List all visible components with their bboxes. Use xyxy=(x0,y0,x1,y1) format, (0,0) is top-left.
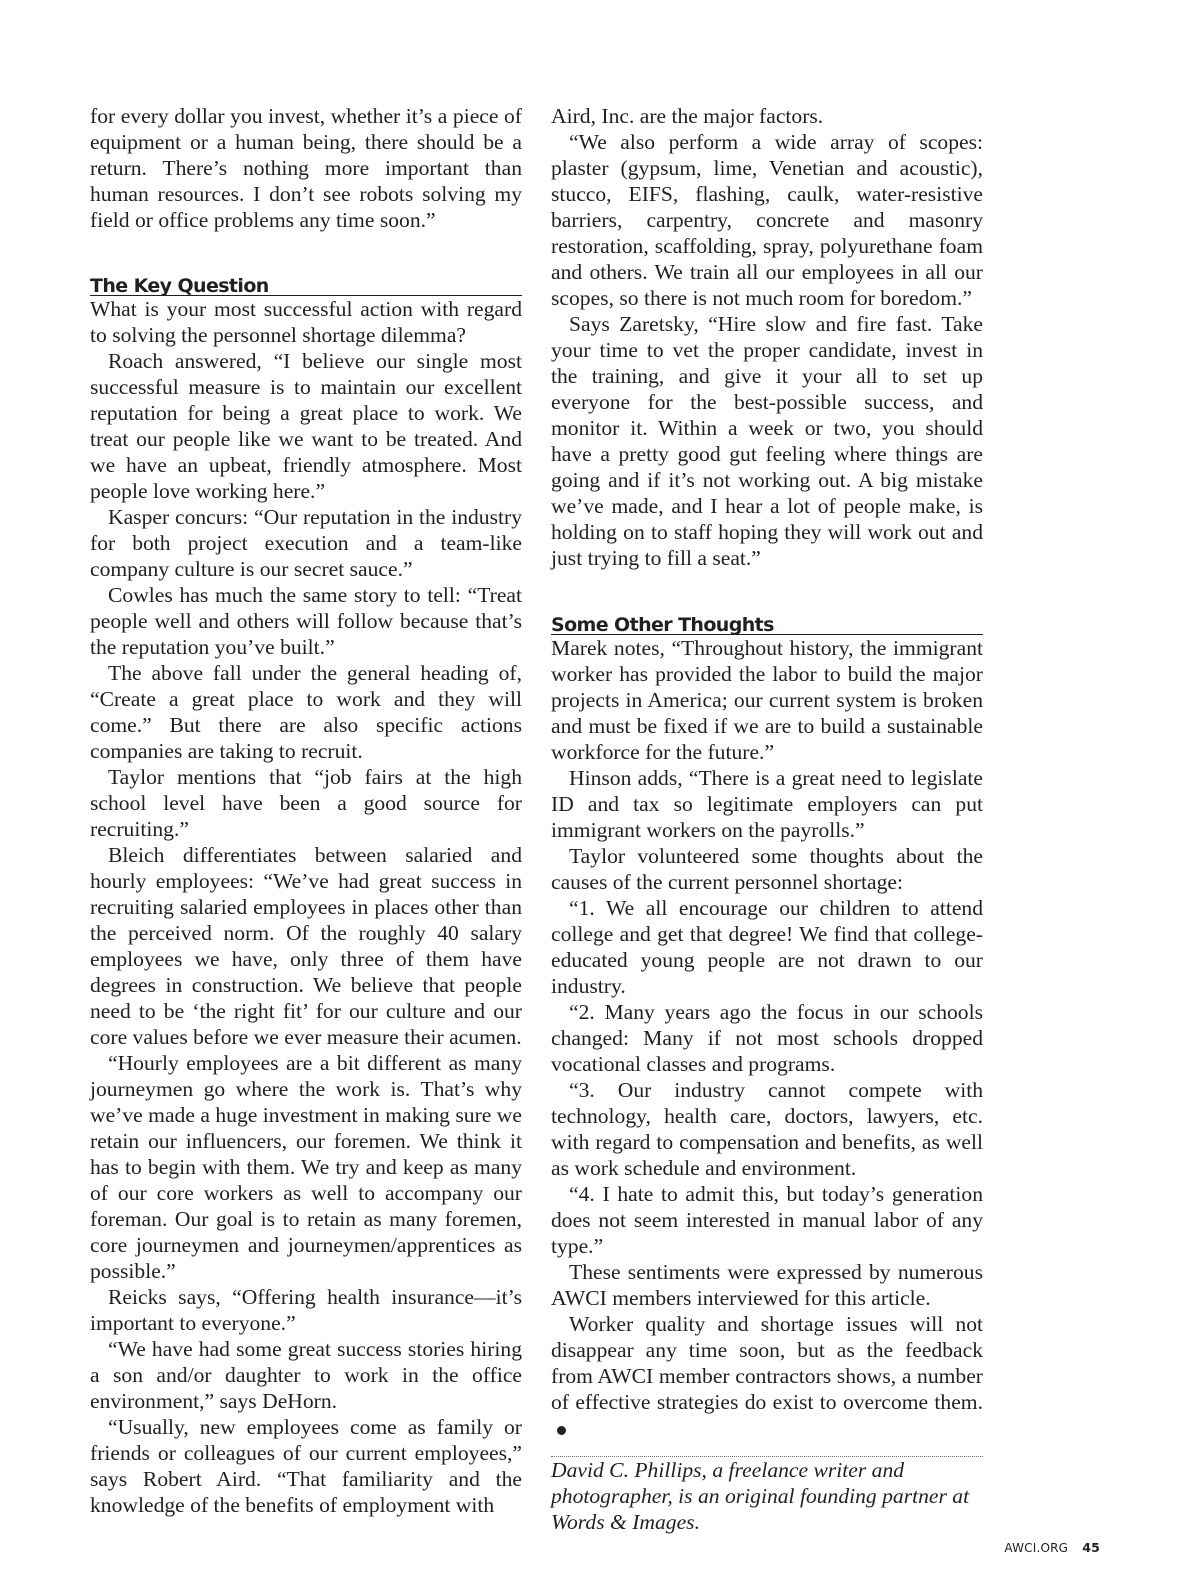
page-footer xyxy=(1004,1540,1100,1555)
body-paragraph: Aird, Inc. are the major factors. xyxy=(551,104,824,128)
section-heading-other-thoughts xyxy=(551,609,983,635)
body-paragraph: “Usually, new employees come as family or friends or colleagues of our current employees,” says Robert Aird. “That familiarity and the knowledge of the benefits of employment with xyxy=(90,1415,522,1517)
end-mark-icon xyxy=(557,1426,566,1435)
section-heading-key-question xyxy=(90,270,522,296)
body-paragraph: Marek notes, “Throughout history, the immigrant worker has provided the labor to build the major projects in America; our current system is broken and must be fixed if we are to build a sustainable workforce for the future.” xyxy=(551,636,983,764)
left-intro-paragraph: for every dollar you invest, whether it’s a piece of equipment or a human being, there should be a return. There’s nothing more important than human resources. I don’t see robots solving my field or office problems any time soon.” xyxy=(90,104,522,232)
body-paragraph: Reicks says, “Offering health insurance—it’s important to everyone.” xyxy=(90,1285,522,1335)
body-paragraph: Cowles has much the same story to tell: “Treat people well and others will follow because that’s the reputation you’ve built.” xyxy=(90,583,522,659)
body-paragraph: “We also perform a wide array of scopes: plaster (gypsum, lime, Venetian and acoustic), stucco, EIFS, flashing, caulk, water-resistive barriers, carpentry, concrete and masonry restoration, scaffolding, spray, polyurethane foam and others. We train all our employees in all our scopes, so there is not much room for boredom.” xyxy=(551,130,983,310)
closing-paragraph xyxy=(551,1311,983,1441)
body-paragraph: The above fall under the general heading of, “Create a great place to work and they will come.” But there are also specific actions companies are taking to recruit. xyxy=(90,661,522,763)
page-number: 45 xyxy=(1082,1540,1100,1555)
body-paragraph: Bleich differentiates between salaried and hourly employees: “We’ve had great success in recruiting salaried employees in places other than the perceived norm. Of the roughly 40 salary employees we have, only three of them have degrees in construction. We believe that people need to be ‘the right fit’ for our culture and our core values before we ever measure their acumen. xyxy=(90,843,522,1049)
body-paragraph: Says Zaretsky, “Hire slow and fire fast. Take your time to vet the proper candidate, invest in the training, and give it your all to set up everyone for the best-possible success, and monitor it. Within a week or two, you should have a pretty good gut feeling where things are going and if it’s not working out. A big mistake we’ve made, and I hear a lot of people make, is holding on to staff hoping they will work out and just trying to fill a seat.” xyxy=(551,312,983,570)
section-heading-text: Some Other Thoughts xyxy=(551,614,774,636)
body-paragraph: What is your most successful action with regard to solving the personnel shortage dilemma? xyxy=(90,297,522,347)
body-paragraph: Roach answered, “I believe our single most successful measure is to maintain our excellent reputation for being a great place to work. We treat our people like we want to be treated. And we have an upbeat, friendly atmosphere. Most people love working here.” xyxy=(90,349,522,503)
body-paragraph: “4. I hate to admit this, but today’s generation does not seem interested in manual labor of any type.” xyxy=(551,1182,983,1258)
left-column xyxy=(90,103,522,1518)
body-paragraph: “1. We all encourage our children to attend college and get that degree! We find that college-educated young people are not drawn to our industry. xyxy=(551,896,983,998)
right-column xyxy=(551,103,983,1535)
body-paragraph: “Hourly employees are a bit different as many journeymen go where the work is. That’s why we’ve made a huge investment in making sure we retain our influencers, our foremen. We think it has to begin with them. We try and keep as many of our core workers as well to accompany our foreman. Our goal is to retain as many foremen, core journeymen and journeymen/apprentices as possible.” xyxy=(90,1051,522,1283)
body-paragraph: Taylor mentions that “job fairs at the high school level have been a good source for recruiting.” xyxy=(90,765,522,841)
body-paragraph: Taylor volunteered some thoughts about the causes of the current personnel shortage: xyxy=(551,844,983,894)
section-heading-text: The Key Question xyxy=(90,275,269,297)
body-paragraph: “3. Our industry cannot compete with technology, health care, doctors, lawyers, etc. with regard to compensation and benefits, as well as work schedule and environment. xyxy=(551,1078,983,1180)
body-paragraph: “2. Many years ago the focus in our schools changed: Many if not most schools dropped vocational classes and programs. xyxy=(551,1000,983,1076)
author-bio: David C. Phillips, a freelance writer and photographer, is an original founding partner at Words & Images. xyxy=(551,1458,970,1534)
body-paragraph: Kasper concurs: “Our reputation in the industry for both project execution and a team-like company culture is our secret sauce.” xyxy=(90,505,522,581)
closing-paragraph-text: Worker quality and shortage issues will not disappear any time soon, but as the feedback from AWCI member contractors shows, a number of effective strategies do exist to overcome them. xyxy=(551,1312,983,1414)
body-paragraph: Hinson adds, “There is a great need to legislate ID and tax so legitimate employers can put immigrant workers on the payrolls.” xyxy=(551,766,983,842)
body-paragraph: These sentiments were expressed by numerous AWCI members interviewed for this article. xyxy=(551,1260,983,1310)
body-paragraph: “We have had some great success stories hiring a son and/or daughter to work in the office environment,” says DeHorn. xyxy=(90,1337,522,1413)
footer-site[interactable]: AWCI.ORG xyxy=(1004,1541,1069,1555)
